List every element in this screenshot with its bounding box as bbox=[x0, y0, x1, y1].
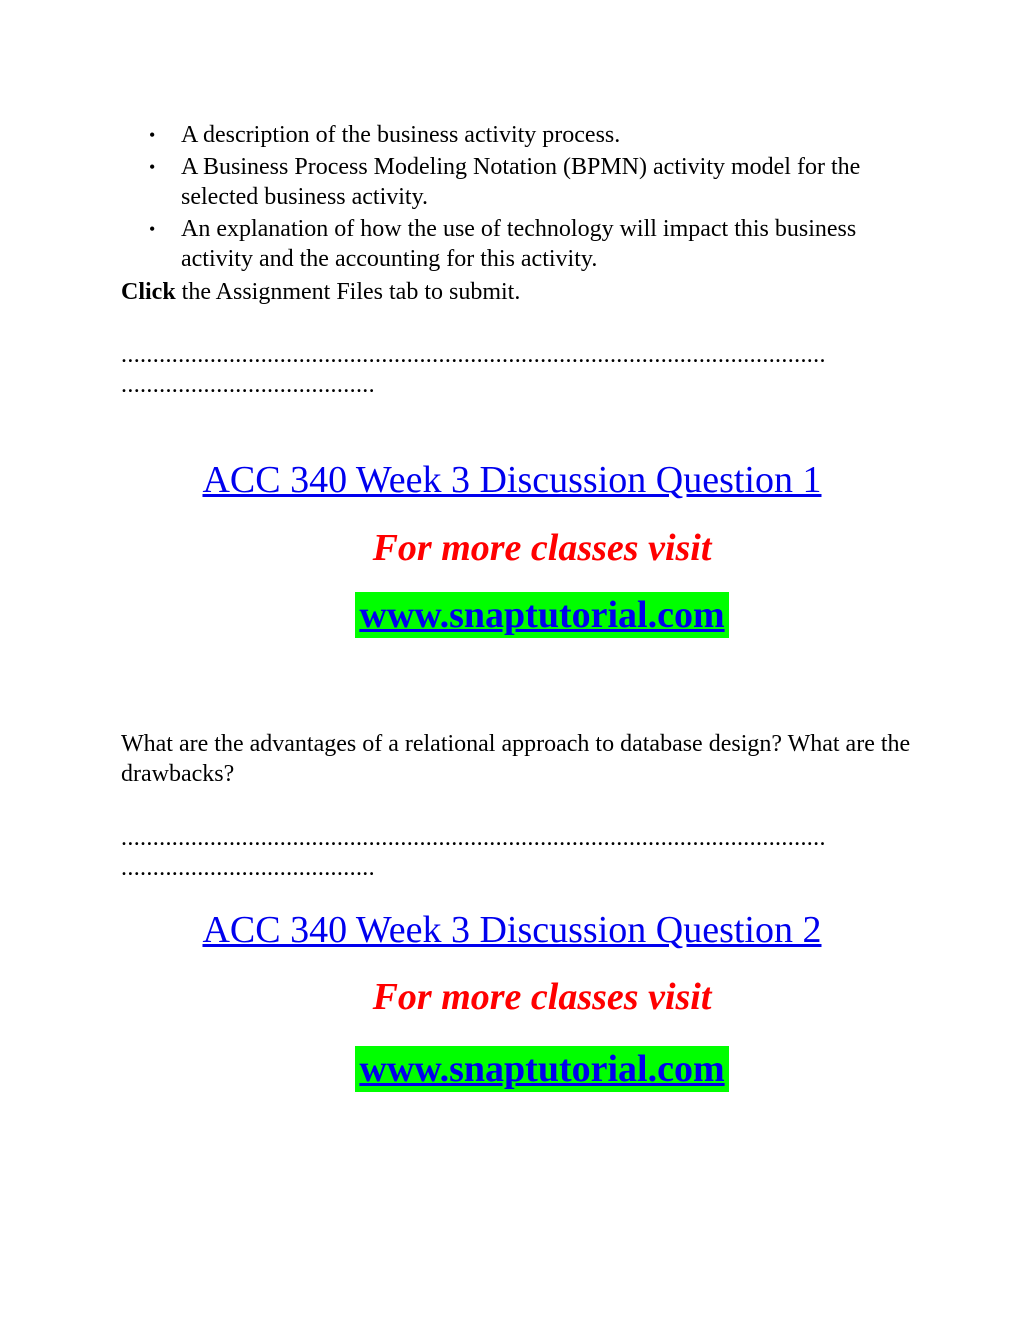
requirements-list bbox=[121, 120, 911, 276]
snaptutorial-link[interactable]: www.snaptutorial.com bbox=[355, 1046, 728, 1092]
site-link-wrapper bbox=[30, 592, 1024, 638]
site-link-wrapper bbox=[30, 1046, 1024, 1092]
separator-line: ........................................ bbox=[121, 372, 375, 398]
submit-instruction bbox=[121, 277, 911, 307]
list-item-text: An explanation of how the use of technology will impact this business activity and the accounting for this activity. bbox=[181, 216, 857, 272]
discussion-question-1-link[interactable]: ACC 340 Week 3 Discussion Question 1 bbox=[202, 459, 822, 501]
promo-text: For more classes visit bbox=[372, 976, 712, 1018]
list-item-text: A Business Process Modeling Notation (BPMN) activity model for the selected business activity. bbox=[181, 154, 861, 210]
list-item-text: A description of the business activity process. bbox=[181, 122, 621, 148]
separator-line: ............................................................................................................... bbox=[121, 342, 826, 368]
separator-line: ............................................................................................................... bbox=[121, 825, 826, 851]
snaptutorial-link[interactable]: www.snaptutorial.com bbox=[355, 592, 728, 638]
discussion-question-text: What are the advantages of a relational approach to database design? What are the drawbacks? bbox=[121, 731, 911, 787]
discussion-question-2-link[interactable]: ACC 340 Week 3 Discussion Question 2 bbox=[202, 909, 822, 951]
list-item bbox=[121, 152, 911, 212]
submit-instruction-bold: Click bbox=[121, 279, 176, 305]
list-item bbox=[121, 214, 911, 274]
bullet-icon: • bbox=[149, 125, 156, 145]
bullet-icon: • bbox=[149, 219, 156, 239]
submit-instruction-text: the Assignment Files tab to submit. bbox=[175, 279, 521, 305]
separator-line: ........................................ bbox=[121, 855, 375, 881]
promo-text: For more classes visit bbox=[372, 527, 712, 569]
bullet-icon: • bbox=[149, 157, 156, 177]
list-item bbox=[121, 120, 911, 150]
